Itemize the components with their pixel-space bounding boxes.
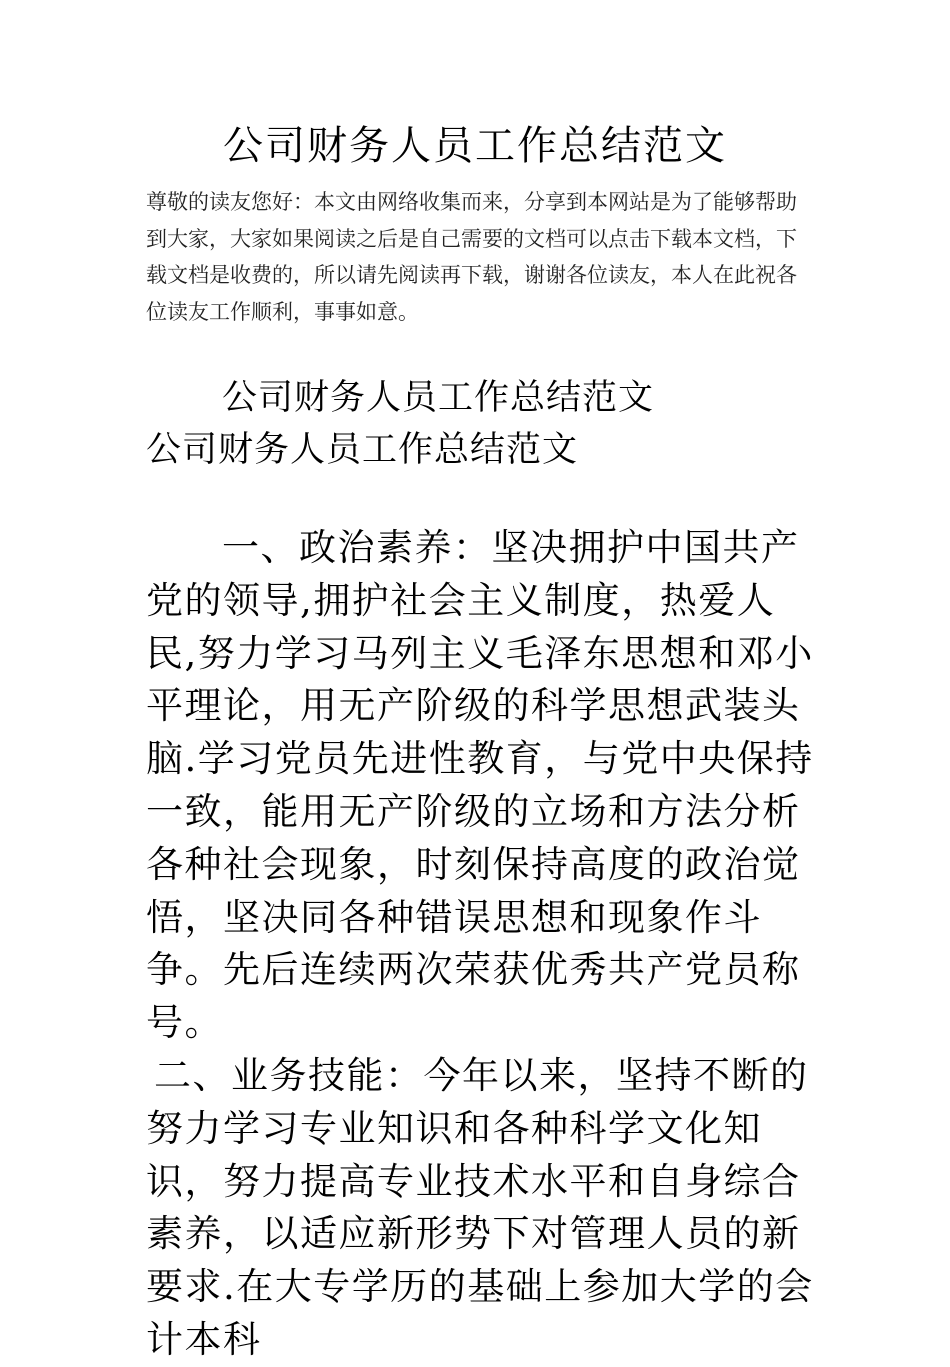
paragraph-skills: 二、业务技能：今年以来，坚持不断的努力学习专业知识和各种科学文化知识，努力提高专业技术水平和自身综合素养，以适应新形势下对管理人员的新要求.在大专学历的基础上参加大学的会计本科 — [146, 1053, 814, 1361]
subtitle-indented: 公司财务人员工作总结范文 — [222, 378, 655, 418]
reader-notice: 尊敬的读友您好：本文由网络收集而来，分享到本网站是为了能够帮助到大家，大家如果阅读之后是自己需要的文档可以点击下载本文档，下载文档是收费的，所以请先阅读再下载，谢谢各位读友，本人在此祝各位读友工作顺利，事事如意。 — [146, 190, 797, 324]
subtitle: 公司财务人员工作总结范文 — [146, 430, 579, 470]
document-title: 公司财务人员工作总结范文 — [223, 123, 727, 169]
document-body — [146, 522, 826, 1367]
paragraph-political: 一、政治素养：坚决拥护中国共产党的领导,拥护社会主义制度，热爱人民,努力学习马列主义毛泽东思想和邓小平理论，用无产阶级的科学思想武装头脑.学习党员先进性教育，与党中央保持一致，能用无产阶级的立场和方法分析各种社会现象，时刻保持高度的政治觉悟，坚决同各种错误思想和现象作斗争。先后连续两次荣获优秀共产党员称号。 — [146, 526, 814, 1045]
